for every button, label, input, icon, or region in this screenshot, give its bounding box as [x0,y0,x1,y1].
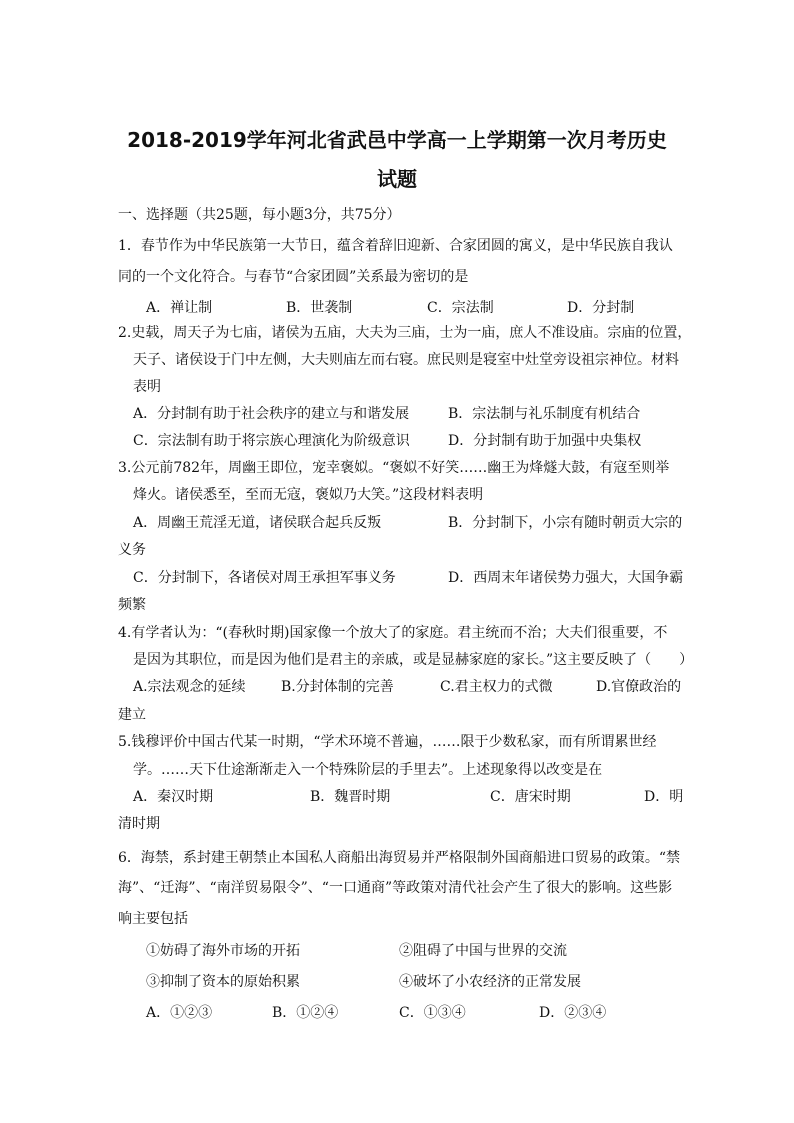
q1-option-b: B．世袭制 [286,300,353,316]
q5-option-c: C．唐宋时期 [490,789,571,805]
q4-option-d: D.官僚政治的 [596,679,682,695]
q1-stem-line2: 同的一个文化符合。与春节“合家团圆”关系最为密切的是 [118,269,469,285]
q6-option-a: A．①②③ [146,1005,213,1021]
q4-stem-line2: 是因为其职位，而是因为他们是君主的亲戚，或是显赫家庭的家长。”这主要反映了（ ） [133,652,694,668]
q4-option-b: B.分封体制的完善 [281,679,394,695]
q3-option-b-continued: 义务 [118,542,146,558]
q4-option-c: C.君主权力的式微 [440,679,553,695]
q2-option-c: C．宗法制有助于将宗族心理演化为阶级意识 [133,433,410,449]
q1-option-d: D．分封制 [567,300,635,316]
q6-statement-1: ①妨碍了海外市场的开拓 [146,943,300,959]
q1-option-a: A．禅让制 [146,300,213,316]
q3-stem-line2: 烽火。诸侯悉至，至而无寇，褒姒乃大笑。”这段材料表明 [133,487,484,503]
q2-stem-line2: 天子、诸侯设于门中左侧，大夫则庙左而右寝。庶民则是寝室中灶堂旁设祖宗神位。材料 [133,352,679,368]
q2-stem-line1: 2.史载，周天子为七庙，诸侯为五庙，大夫为三庙，士为一庙，庶人不准设庙。宗庙的位置， [118,325,692,341]
q6-option-c: C．①③④ [399,1005,466,1021]
section-header: 一、选择题（共25题，每小题3分，共75分） [118,207,401,223]
q2-option-a: A．分封制有助于社会秩序的建立与和谐发展 [133,406,410,422]
q3-stem-line1: 3.公元前782年，周幽王即位，宠幸褒姒。“褒姒不好笑……幽王为烽燧大鼓，有寇至则举 [118,460,670,476]
q4-stem-line1: 4.有学者认为：“(春秋时期)国家像一个放大了的家庭。君主统而不治；大夫们很重要，不 [118,625,668,641]
q6-option-b: B．①②④ [272,1005,339,1021]
q6-statement-3: ③抑制了资本的原始积累 [146,974,300,990]
q4-option-a: A.宗法观念的延续 [133,679,246,695]
q6-option-d: D．②③④ [539,1005,607,1021]
q1-stem-line1: 1．春节作为中华民族第一大节日，蕴含着辞旧迎新、合家团圆的寓义，是中华民族自我认 [118,238,673,254]
q3-option-b: B．分封制下，小宗有随时朝贡大宗的 [448,515,683,531]
document-title-line1: 2018-2019学年河北省武邑中学高一上学期第一次月考历史 [127,128,667,152]
q5-option-b: B．魏晋时期 [310,789,391,805]
q5-option-a: A．秦汉时期 [133,789,214,805]
q3-option-c: C．分封制下，各诸侯对周王承担军事义务 [133,570,396,586]
q2-stem-line3: 表明 [133,379,161,395]
q6-statement-4: ④破坏了小农经济的正常发展 [399,974,581,990]
q3-option-a: A．周幽王荒淫无道，诸侯联合起兵反叛 [133,515,382,531]
q5-stem-line1: 5.钱穆评价中国古代某一时期，“学术环境不普遍，……限于少数私家，而有所谓累世经 [118,734,657,750]
q4-option-d-continued: 建立 [118,707,146,723]
q2-option-b: B．宗法制与礼乐制度有机结合 [448,406,641,422]
q1-option-c: C．宗法制 [427,300,494,316]
q6-statement-2: ②阻碍了中国与世界的交流 [399,943,567,959]
q5-stem-line2: 学。……天下仕途渐渐走入一个特殊阶层的手里去”。上述现象得以改变是在 [133,762,603,778]
q3-option-d-continued: 频繁 [118,597,146,613]
q3-option-d: D．西周末年诸侯势力强大，大国争霸 [448,570,684,586]
q6-stem-line2: 海”、“迁海”、“南洋贸易限令”、“一口通商”等政策对清代社会产生了很大的影响。这些影 [118,880,673,896]
q5-option-d-continued: 清时期 [118,816,160,832]
q6-stem-line3: 响主要包括 [118,911,188,927]
document-title-line2: 试题 [377,167,417,191]
q6-stem-line1: 6．海禁，系封建王朝禁止本国私人商船出海贸易并严格限制外国商船进口贸易的政策。“禁 [118,850,681,866]
q2-option-d: D．分封制有助于加强中央集权 [448,433,642,449]
q5-option-d: D．明 [644,789,684,805]
